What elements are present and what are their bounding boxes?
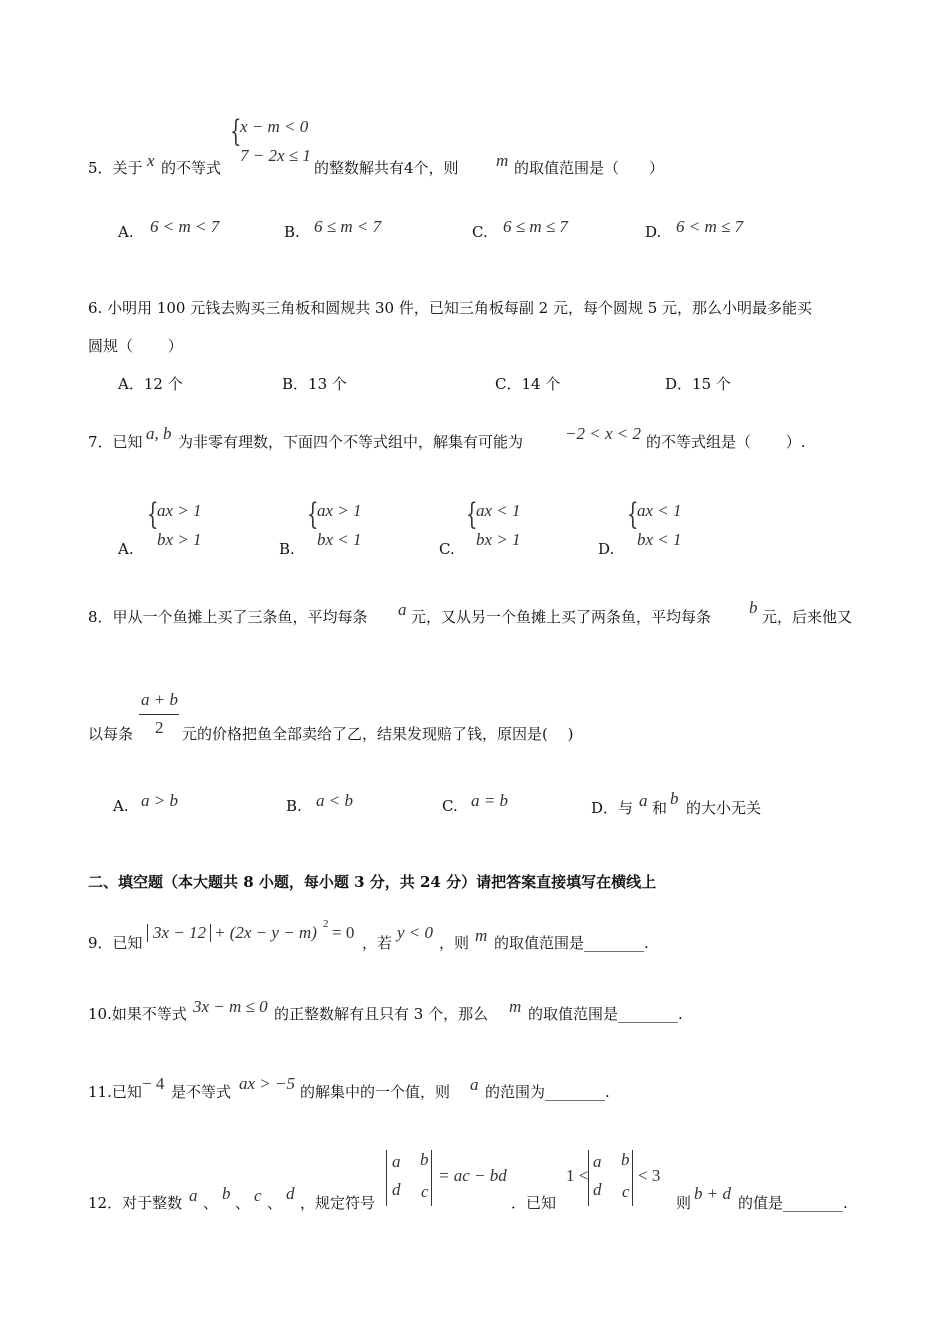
q9-abs-bar-right [210, 924, 211, 942]
q7-range: −2 < x < 2 [565, 424, 641, 443]
q5-system-row-1: x − m < 0 [240, 117, 309, 136]
q5-stem-b: 的不等式 [161, 159, 222, 177]
q8-option-d-tail: 的大小无关 [686, 799, 762, 817]
q11-stem-b: 是不等式 [171, 1083, 232, 1101]
q8-option-d-var-b: b [670, 789, 679, 808]
q7-stem-a: 7．已知 [88, 433, 143, 451]
q9-var-m: m [475, 926, 488, 945]
q8-option-a-expr: a > b [141, 791, 178, 810]
q8-line-2-a: 以每条 [88, 725, 134, 743]
q7-vars: a, b [146, 424, 172, 443]
q11-value: − 4 [142, 1074, 165, 1093]
q5-option-d-expr: 6 < m ≤ 7 [676, 217, 744, 236]
q10-stem-a: 10.如果不等式 [88, 1005, 187, 1023]
q7-option-d-label: D. [598, 540, 615, 558]
q8-line-1-c: 元，后来他又 [762, 608, 853, 626]
q5-stem-a: 5．关于 [88, 159, 143, 177]
q9-abs-expr: 3x − 12 [153, 923, 207, 942]
q12-det-d: d [392, 1180, 401, 1199]
q10-stem-b: 的正整数解有且只有 3 个，那么 [274, 1005, 489, 1023]
q5-option-d-label: D. [645, 223, 662, 241]
q8-line-2-b: 元的价格把鱼全部卖给了乙，结果发现赔了钱，原因是( ) [182, 725, 574, 743]
q6-line-1: 6. 小明用 100 元钱去购买三角板和圆规共 30 件，已知三角板每副 2 元，每个圆规 5 元，那么小明最多能买 [88, 299, 813, 317]
q12-ineq-det-b: b [621, 1150, 630, 1169]
q6-line-2: 圆规（ ） [88, 337, 183, 355]
q9-stem-d: 的取值范围是________. [494, 934, 649, 952]
q5-stem-c: 的整数解共有4个，则 [314, 159, 459, 177]
q8-line-1-b: 元，又从另一个鱼摊上买了两条鱼，平均每条 [411, 608, 712, 626]
q10-expr: 3x − m ≤ 0 [193, 997, 268, 1016]
q7-option-c-label: C. [439, 540, 455, 558]
section-2-heading: 二、填空题（本大题共 8 小题，每小题 3 分，共 24 分）请把答案直接填写在横线上 [88, 873, 657, 891]
q6-option-d: D．15 个 [665, 375, 731, 393]
q9-stem-b: ，若 [362, 934, 393, 952]
q7-option-c-brace: { [466, 497, 478, 532]
q12-stem-e: 的值是________. [738, 1194, 848, 1212]
q8-option-d-label: D．与 [591, 799, 634, 817]
q11-stem-d: 的范围为________. [485, 1083, 610, 1101]
q6-option-b: B．13 个 [282, 375, 347, 393]
q7-option-d-row-2: bx < 1 [637, 530, 682, 549]
q7-option-a-row-2: bx > 1 [157, 530, 202, 549]
q9-square-exponent: 2 [323, 918, 329, 930]
q9-equals-zero: = 0 [332, 923, 355, 942]
q8-option-b-expr: a < b [316, 791, 353, 810]
q5-stem-d: 的取值范围是（ ） [514, 159, 665, 177]
q12-ineq-det-d: d [593, 1180, 602, 1199]
q5-system-row-2: 7 − 2x ≤ 1 [240, 146, 311, 165]
q10-stem-c: 的取值范围是________. [528, 1005, 683, 1023]
q9-stem-a: 9．已知 [88, 934, 143, 952]
q6-option-c: C．14 个 [495, 375, 561, 393]
q8-fraction-numerator: a + b [141, 690, 178, 709]
q12-var-c: c [254, 1186, 262, 1205]
q8-line-1-a: 8．甲从一个鱼摊上买了三条鱼，平均每条 [88, 608, 368, 626]
q12-sep-1: 、 [203, 1194, 219, 1212]
q7-option-a-row-1: ax > 1 [157, 501, 202, 520]
q12-det-a: a [392, 1152, 401, 1171]
q5-option-a-label: A. [118, 223, 134, 241]
q7-option-a-brace: { [147, 497, 159, 532]
q12-stem-c: ．已知 [511, 1194, 557, 1212]
q7-stem-b: 为非零有理数，下面四个不等式组中，解集有可能为 [178, 433, 524, 451]
q6-option-a: A．12 个 [118, 375, 183, 393]
q12-var-b: b [222, 1184, 231, 1203]
q5-option-c-expr: 6 ≤ m ≤ 7 [503, 217, 568, 236]
q12-det-c: c [421, 1182, 429, 1201]
q5-option-c-label: C. [472, 223, 488, 241]
q8-var-a: a [398, 600, 407, 619]
q12-stem-a: 12．对于整数 [88, 1194, 183, 1212]
q7-option-d-brace: { [627, 497, 639, 532]
q11-stem-c: 的解集中的一个值，则 [300, 1083, 451, 1101]
q12-det-bar-left [386, 1150, 387, 1206]
q5-option-a-expr: 6 < m < 7 [150, 217, 220, 236]
q12-var-d: d [286, 1184, 295, 1203]
q12-ineq-left: 1 < [566, 1166, 589, 1185]
q7-option-b-row-1: ax > 1 [317, 501, 362, 520]
q7-option-b-brace: { [307, 497, 319, 532]
q5-option-b-label: B. [284, 223, 300, 241]
q7-stem-c: 的不等式组是（ ）. [646, 433, 806, 451]
q12-ineq-det-bar-right [632, 1150, 633, 1206]
q12-det-bar-right [431, 1150, 432, 1206]
q11-expr: ax > −5 [239, 1074, 295, 1093]
q7-option-b-label: B. [279, 540, 295, 558]
q12-stem-d: 则 [676, 1194, 692, 1212]
q7-option-b-row-2: bx < 1 [317, 530, 362, 549]
q8-fraction-bar [139, 714, 179, 715]
q9-square-expr: + (2x − y − m) [214, 923, 317, 942]
q8-option-c-label: C. [442, 797, 458, 815]
q8-option-c-expr: a = b [471, 791, 508, 810]
q10-var-m: m [509, 997, 522, 1016]
q12-det-rhs: = ac − bd [438, 1166, 507, 1185]
q7-option-c-row-2: bx > 1 [476, 530, 521, 549]
q5-option-b-expr: 6 ≤ m < 7 [314, 217, 382, 236]
q8-option-d-and: 和 [652, 799, 668, 817]
q12-ineq-det-c: c [622, 1182, 630, 1201]
q11-stem-a: 11.已知 [88, 1083, 142, 1101]
q9-abs-bar-left [147, 924, 148, 942]
q12-var-a: a [189, 1186, 198, 1205]
q7-option-d-row-1: ax < 1 [637, 501, 682, 520]
q5-system-brace: { [230, 114, 242, 149]
q7-option-c-row-1: ax < 1 [476, 501, 521, 520]
q12-sum: b + d [694, 1184, 731, 1203]
q12-stem-b: ，规定符号 [300, 1194, 376, 1212]
q11-var-a: a [470, 1075, 479, 1094]
q12-ineq-det-a: a [593, 1152, 602, 1171]
q9-condition: y < 0 [397, 923, 434, 942]
q12-sep-3: 、 [267, 1194, 283, 1212]
q7-option-a-label: A. [118, 540, 134, 558]
q8-var-b: b [749, 598, 758, 617]
q9-stem-c: ，则 [439, 934, 470, 952]
q12-ineq-det-bar-left [588, 1150, 589, 1206]
q5-var-x: x [147, 151, 155, 170]
q8-option-d-var-a: a [639, 791, 648, 810]
q5-var-m: m [496, 151, 509, 170]
q12-det-b: b [420, 1150, 429, 1169]
q8-option-b-label: B. [286, 797, 302, 815]
q8-fraction-denominator: 2 [155, 718, 164, 737]
q12-ineq-right: < 3 [638, 1166, 661, 1185]
q12-sep-2: 、 [235, 1194, 251, 1212]
q8-option-a-label: A. [113, 797, 129, 815]
